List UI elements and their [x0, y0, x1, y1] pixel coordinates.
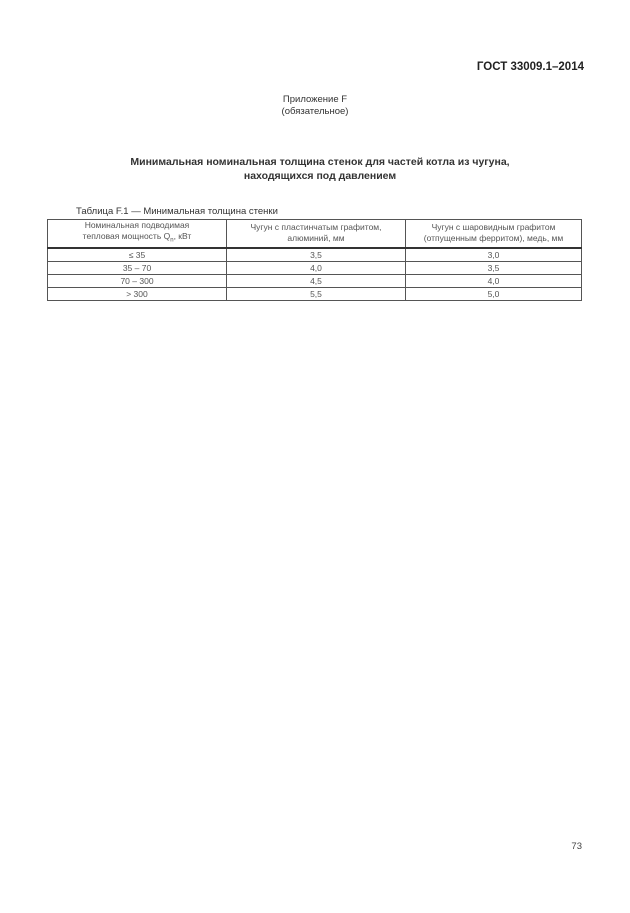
header-lamellar-iron: Чугун с пластинчатым графитом, алюминий, мм — [227, 220, 406, 248]
thickness-table — [47, 219, 582, 301]
header-spheroidal-iron: Чугун с шаровидным графитом (отпущенным ферритом), медь, мм — [406, 220, 582, 248]
section-title — [0, 155, 630, 183]
cell-lamellar: 5,5 — [227, 287, 406, 300]
cell-spheroidal: 3,5 — [406, 261, 582, 274]
cell-power: 35 – 70 — [48, 261, 227, 274]
section-title-line-2: находящихся под давлением — [243, 170, 397, 182]
cell-spheroidal: 3,0 — [406, 248, 582, 262]
cell-lamellar: 4,5 — [227, 274, 406, 287]
section-title-line-1: Минимальная номинальная толщина стенок для частей котла из чугуна, — [130, 156, 510, 168]
table-row — [48, 248, 582, 262]
table-caption: Таблица F.1 — Минимальная толщина стенки — [76, 206, 278, 217]
cell-spheroidal: 4,0 — [406, 274, 582, 287]
cell-power: 70 – 300 — [48, 274, 227, 287]
standard-code: ГОСТ 33009.1–2014 — [476, 61, 584, 73]
header-power: Номинальная подводимая тепловая мощность $Q_n$, кВт — [48, 220, 227, 248]
annex-status: (обязательное) — [281, 106, 349, 117]
annex-heading — [0, 94, 630, 118]
table-header-row — [48, 220, 582, 248]
table-row — [48, 287, 582, 300]
annex-title: Приложение F — [282, 94, 348, 105]
cell-lamellar: 4,0 — [227, 261, 406, 274]
cell-spheroidal: 5,0 — [406, 287, 582, 300]
cell-power: > 300 — [48, 287, 227, 300]
cell-lamellar: 3,5 — [227, 248, 406, 262]
table-row — [48, 261, 582, 274]
table-row — [48, 274, 582, 287]
cell-power: ≤ 35 — [48, 248, 227, 262]
page-number: 73 — [571, 841, 582, 852]
